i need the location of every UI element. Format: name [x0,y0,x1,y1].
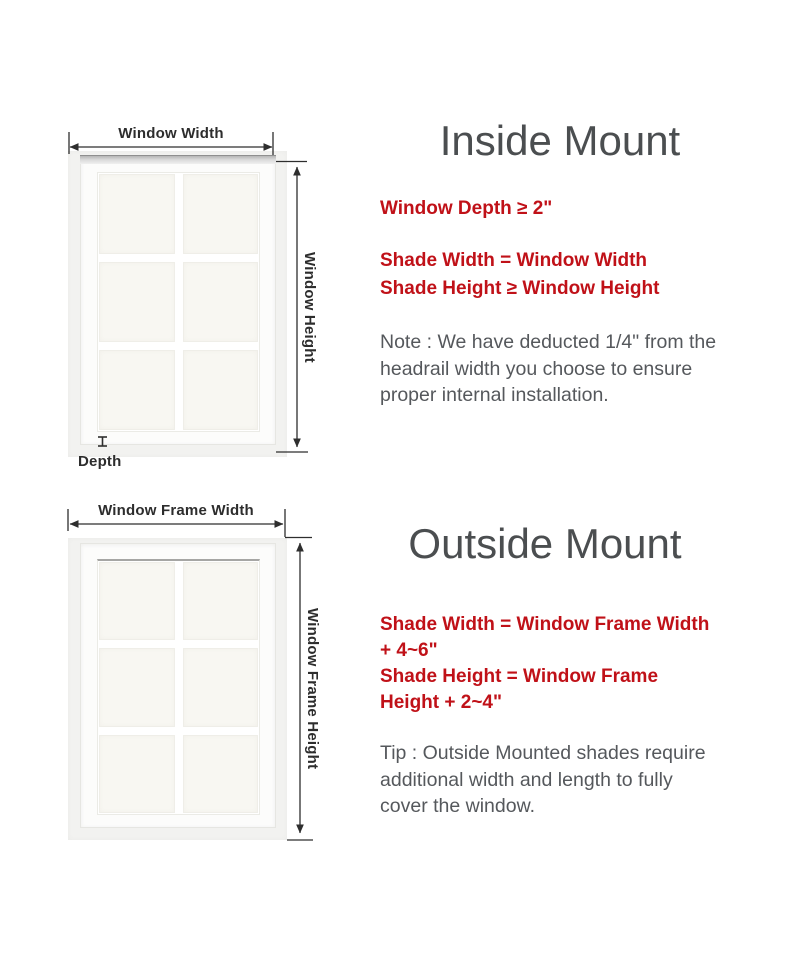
window-pane [183,262,259,342]
rule-text: Window Depth ≥ 2" [380,198,553,219]
window-glass-grid [97,559,260,815]
rule-text: Height + 2~4" [380,692,502,713]
note-line: proper internal installation. [380,384,609,406]
note-line: Note : We have deducted 1/4" from the [380,331,717,353]
window-frame-height-label: Window Frame Height [304,607,321,770]
outside-shade-rules [380,612,709,716]
inside-note [380,329,716,409]
inside-mount-window-illustration [68,151,287,457]
tip-line: cover the window. [380,795,536,817]
window-frame [80,543,276,828]
window-frame-width-label: Window Frame Width [98,502,254,519]
tip-line: Tip : Outside Mounted shades require [380,742,706,764]
outside-mount-window-illustration [68,538,287,840]
rule-text: Shade Height ≥ Window Height [380,278,660,299]
note-line: headrail width you choose to ensure [380,357,693,380]
window-pane [99,174,175,254]
shade-headrail [80,155,276,164]
inside-shade-rules [380,247,659,303]
window-pane [183,648,259,726]
rule-text: Shade Height = Window Frame [380,666,659,687]
window-frame [80,156,276,445]
window-pane [99,350,175,430]
window-width-label: Window Width [118,125,224,142]
window-pane [183,562,259,640]
outside-mount-title: Outside Mount [408,520,682,567]
tip-line: additional width and length to fully [380,768,673,791]
rule-text: Shade Width = Window Width [380,250,648,271]
window-height-label: Window Height [301,252,318,363]
window-pane [183,174,259,254]
window-pane [99,648,175,726]
depth-label: Depth [78,453,122,470]
outside-tip [380,740,706,820]
window-pane [99,262,175,342]
inside-depth-rule [380,195,552,223]
window-pane [183,735,259,813]
rule-text: Shade Width = Window Frame Width [380,614,710,635]
window-pane [99,562,175,640]
inside-mount-title: Inside Mount [439,117,681,164]
window-pane [183,350,259,430]
window-pane [99,735,175,813]
rule-text: + 4~6" [380,640,438,661]
window-glass-grid [97,172,260,432]
